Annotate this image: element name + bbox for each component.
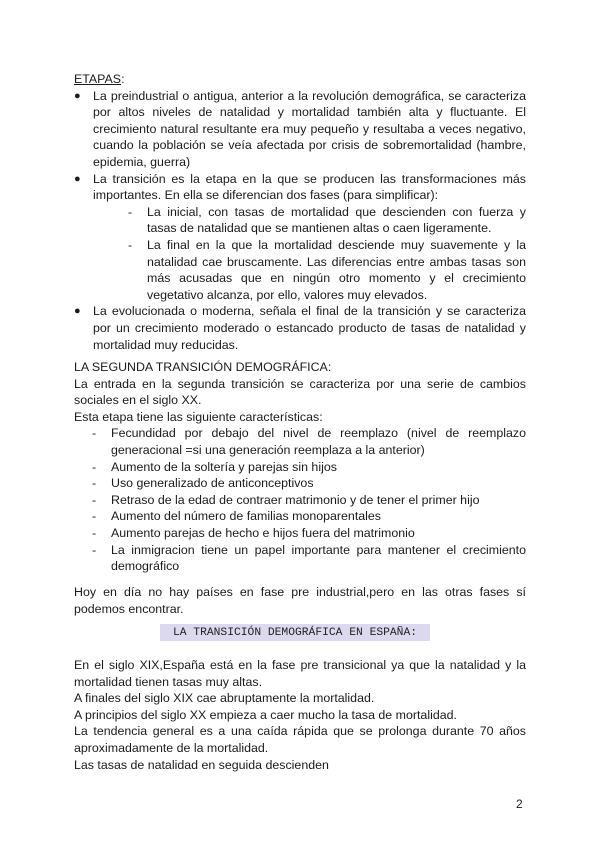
- closing-paragraph: Hoy en día no hay países en fase pre industrial,pero en las otras fases sí podemos encontrar.: [74, 585, 526, 616]
- bullet-icon: ●: [74, 172, 81, 185]
- dash-icon: -: [92, 525, 97, 540]
- fases-list: [74, 204, 526, 304]
- etapas-section: [74, 71, 526, 353]
- segunda-lead: Esta etapa tiene las siguiente características:: [74, 409, 323, 424]
- caracteristica-text: Aumento parejas de hecho e hijos fuera del matrimonio: [111, 525, 415, 540]
- list-item: [74, 88, 526, 171]
- etapa-evolucionada-text: La evolucionada o moderna, señala el final de la transición y se caracteriza por un crecimiento moderado o estancado producto de tasas de natalidad y mortalidad muy reducidas.: [93, 304, 526, 352]
- caracteristica-text: Aumento de la soltería y parejas sin hijos: [111, 459, 337, 474]
- list-item: [74, 303, 526, 353]
- fase-final-text: La final en la que la mortalidad desciende muy suavemente y la natalidad cae bruscamente. Las diferencias entre ambas tasas son más acusadas que en ningún otro momento y el crecimiento vegetativo alcanza, por ello, valores muy elevados.: [147, 237, 526, 302]
- caracteristicas-list: [74, 425, 526, 574]
- list-item: [74, 475, 526, 492]
- etapa-preindustrial-text: La preindustrial o antigua, anterior a la revolución demográfica, se caracteriza por altos niveles de natalidad y mortalidad también alta y fluctuante. El crecimiento natural resultante era muy pequeño y resultaba a veces negativo, cuando la población se veía afectada por crisis de sobremortalidad (hambre, epidemia, guerra): [93, 88, 526, 169]
- list-item: [74, 525, 526, 542]
- segunda-intro: La entrada en la segunda transición se caracteriza por una serie de cambios sociales en el siglo XX.: [74, 376, 526, 408]
- etapas-title: ETAPAS: [74, 72, 122, 86]
- espana-paragraph: En el siglo XIX,España está en la fase pre transicional ya que la natalidad y la mortalidad tienen tasas muy altas.: [74, 658, 526, 689]
- espana-paragraph: Las tasas de natalidad en seguida descienden: [74, 757, 329, 772]
- list-item: [74, 508, 526, 525]
- espana-paragraph: A finales del siglo XIX cae abruptamente la mortalidad.: [74, 691, 375, 706]
- etapas-heading: [74, 71, 526, 88]
- bullet-icon: ●: [74, 305, 81, 318]
- dash-icon: -: [92, 509, 97, 524]
- caracteristica-text: Retraso de la edad de contraer matrimonio y de tener el primer hijo: [111, 492, 480, 507]
- espana-section: [74, 657, 526, 773]
- page-number: 2: [516, 797, 523, 811]
- dash-icon: -: [92, 476, 97, 491]
- caracteristica-text: La inmigracion tiene un papel importante para mantener el crecimiento demográfico: [111, 542, 526, 574]
- etapas-list-continued: [74, 303, 526, 353]
- dash-icon: -: [92, 459, 97, 474]
- list-item: [74, 204, 526, 237]
- caracteristica-text: Uso generalizado de anticonceptivos: [111, 476, 314, 491]
- caracteristica-text: Aumento del número de familias monoparentales: [111, 509, 381, 524]
- list-item: [74, 542, 526, 575]
- segunda-transicion-section: [74, 359, 526, 575]
- dash-icon: -: [128, 204, 133, 219]
- bullet-icon: ●: [74, 89, 81, 102]
- list-item: [74, 459, 526, 476]
- dash-icon: -: [92, 542, 97, 557]
- list-item: [74, 171, 526, 204]
- etapa-transicion-text: La transición es la etapa en la que se producen las transformaciones más importantes. En ella se diferencian dos fases (para simplificar):: [93, 171, 526, 203]
- list-item: [74, 492, 526, 509]
- caracteristica-text: Fecundidad por debajo del nivel de reemplazo (nivel de reemplazo generacional =si una generación reemplaza a la anterior): [111, 426, 526, 457]
- etapas-colon: :: [121, 72, 125, 86]
- segunda-title: LA SEGUNDA TRANSICIÓN DEMOGRÁFICA:: [74, 360, 332, 374]
- etapas-list: [74, 88, 526, 204]
- espana-heading: LA TRANSICIÓN DEMOGRÁFICA EN ESPAÑA:: [172, 627, 418, 639]
- dash-icon: -: [92, 426, 97, 441]
- dash-icon: -: [92, 492, 97, 507]
- fase-inicial-text: La inicial, con tasas de mortalidad que descienden con fuerza y tasas de natalidad que se mantienen altas o caen ligeramente.: [147, 204, 526, 236]
- espana-paragraph: A principios del siglo XX empieza a caer mucho la tasa de mortalidad.: [74, 707, 457, 722]
- espana-paragraph: La tendencia general es a una caída rápida que se prolonga durante 70 años aproximadamente de la mortalidad.: [74, 724, 526, 755]
- list-item: [74, 425, 526, 458]
- list-item: [74, 237, 526, 303]
- dash-icon: -: [128, 237, 133, 252]
